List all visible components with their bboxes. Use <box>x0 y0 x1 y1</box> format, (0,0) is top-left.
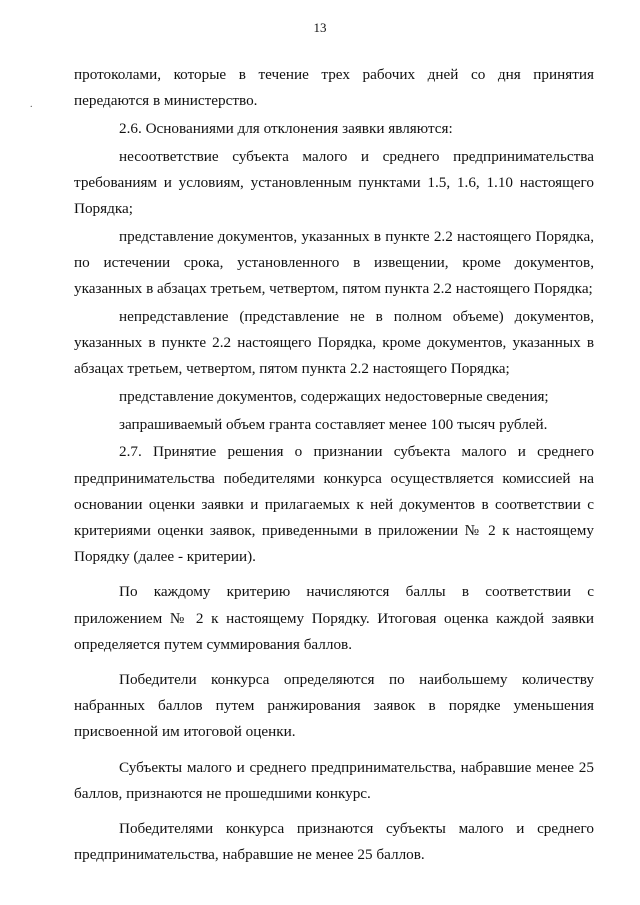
paragraph-rejection-grant-amount: запрашиваемый объем гранта составляет менее 100 тысяч рублей. <box>119 415 548 433</box>
paragraph-winners-ranking: Победители конкурса определяются по наибольшему количеству набранных баллов путем ранжирования заявок в порядке уменьшения присвоенной им итоговой оценки. <box>74 670 594 741</box>
page-number: 13 <box>313 20 327 35</box>
paragraph-2-6-heading: 2.6. Основаниями для отклонения заявки являются: <box>119 119 453 137</box>
paragraph-rejection-nonconformity: несоответствие субъекта малого и среднего предпринимательства требованиям и условиям, установленным пунктами 1.5, 1.6, 1.10 настоящего Порядка; <box>74 147 594 218</box>
paragraph-2-7-decision: 2.7. Принятие решения о признании субъекта малого и среднего предпринимательства победителями конкурса осуществляется комиссией на основании оценки заявки и прилагаемых к ней документов в соответствии с критериями оценки заявок, приведенными в приложении № 2 к настоящему Порядку (далее - критерии). <box>74 443 594 566</box>
paragraph-rejection-missing-documents: непредставление (представление не в полном объеме) документов, указанных в пункте 2.2 настоящего Порядка, кроме документов, указанных в абзацах третьем, четвертом, пятом пункта 2.2 настоящего Порядка; <box>74 307 594 378</box>
paragraph-protocols-continuation: протоколами, которые в течение трех рабочих дней со дня принятия передаются в министерство. <box>74 66 594 110</box>
document-body <box>74 62 594 868</box>
paragraph-scoring: По каждому критерию начисляются баллы в соответствии с приложением № 2 к настоящему Порядку. Итоговая оценка каждой заявки определяется путем суммирования баллов. <box>74 583 594 653</box>
paragraph-winners-threshold: Победителями конкурса признаются субъекты малого и среднего предпринимательства, набравшие не менее 25 баллов. <box>74 819 594 864</box>
paragraph-not-passed: Субъекты малого и среднего предпринимательства, набравшие менее 25 баллов, признаются не прошедшими конкурс. <box>74 758 594 802</box>
paragraph-rejection-late-documents: представление документов, указанных в пункте 2.2 настоящего Порядка, по истечении срока, установленного в извещении, кроме документов, указанных в абзацах третьем, четвертом, пятом пункта 2.2 настоящего Порядка; <box>74 227 594 298</box>
paragraph-rejection-false-info: представление документов, содержащих недостоверные сведения; <box>119 387 549 405</box>
margin-mark: . <box>30 99 33 110</box>
